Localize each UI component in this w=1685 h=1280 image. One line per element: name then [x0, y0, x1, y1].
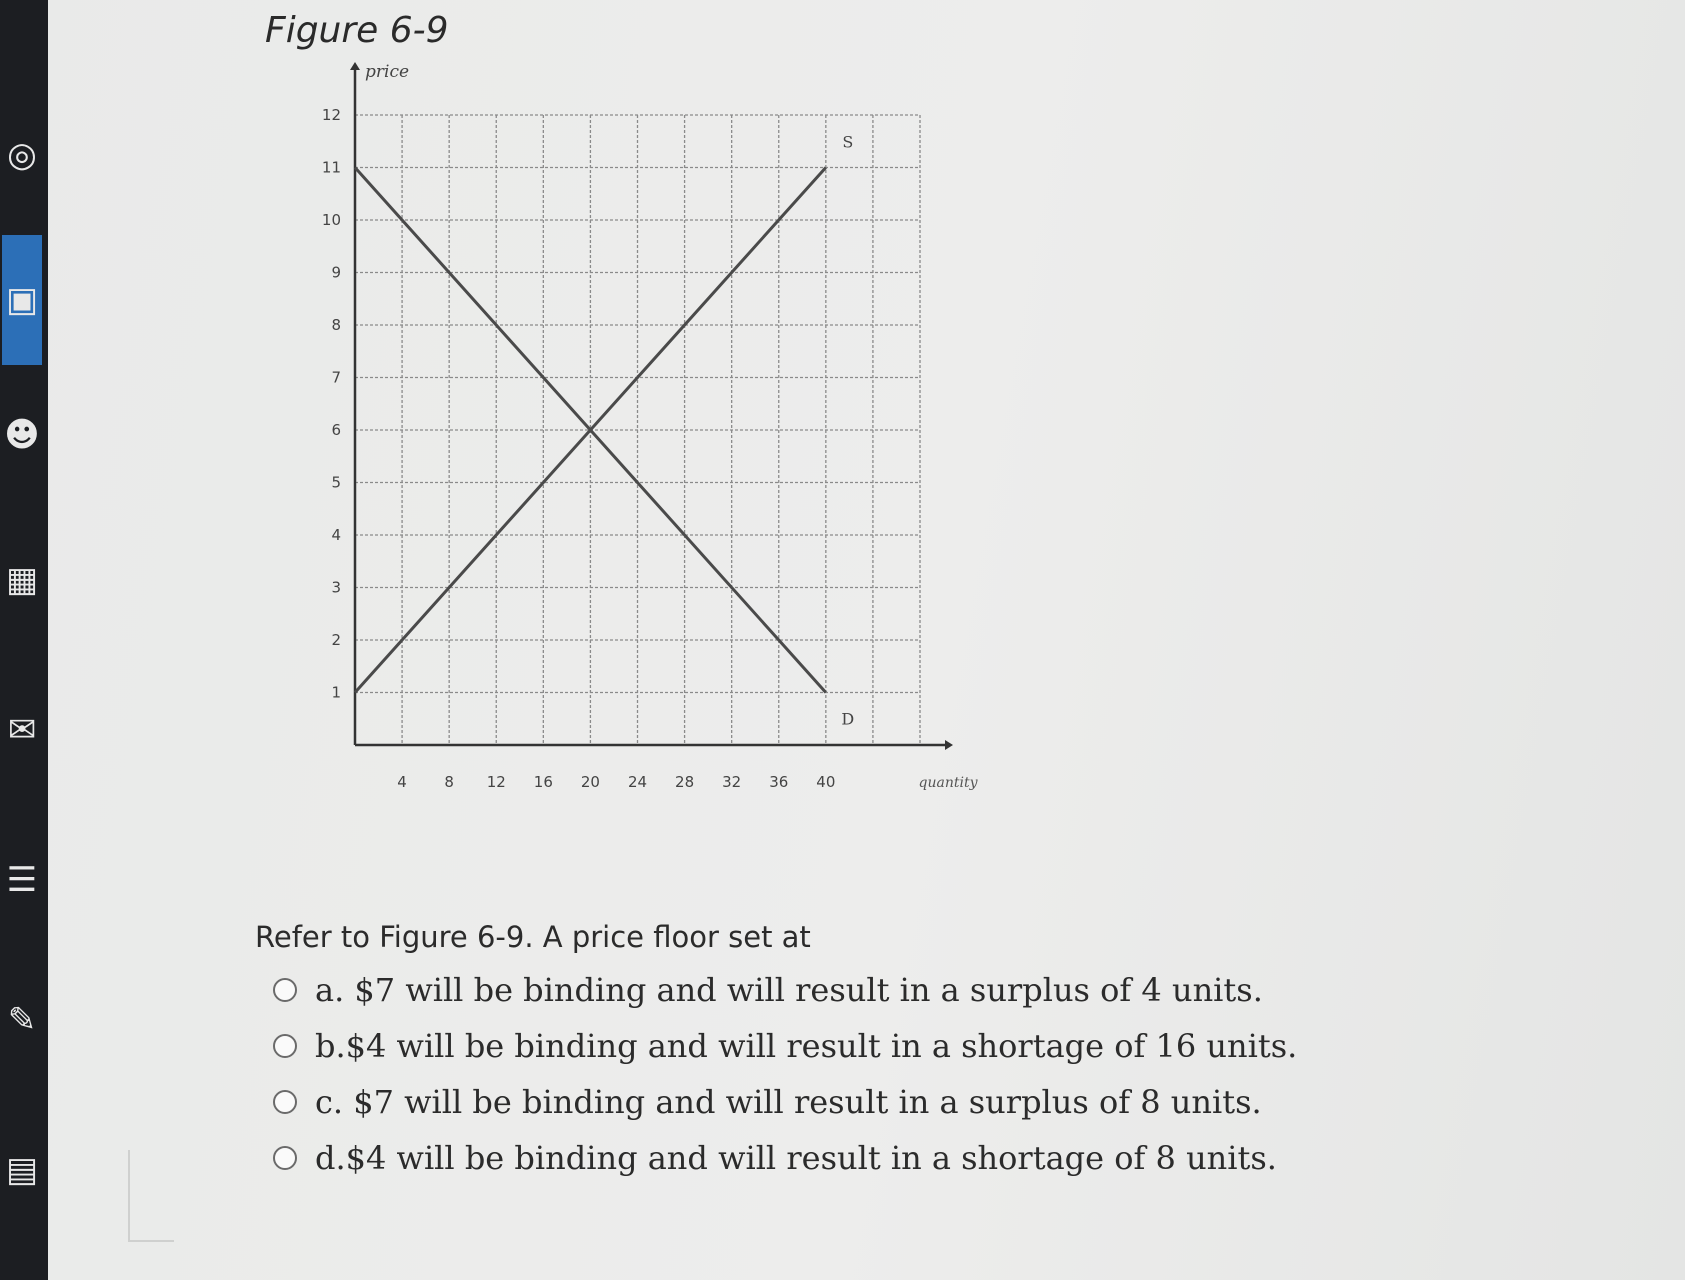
y-axis-label: price	[365, 62, 410, 82]
chart-svg	[300, 55, 1020, 815]
mail-icon[interactable]: ✉	[7, 710, 37, 750]
y-tick-label: 8	[331, 316, 341, 334]
x-tick-label: 8	[444, 773, 454, 791]
x-tick-label: 4	[397, 773, 407, 791]
series-label-s: S	[842, 132, 854, 152]
option-a-label: a. $7 will be binding and will result in a surplus of 4 units.	[315, 971, 1263, 1009]
x-tick-label: 40	[816, 773, 836, 791]
figure-title: Figure 6-9	[265, 10, 449, 51]
list-icon[interactable]: ☰	[6, 860, 38, 900]
calendar-icon[interactable]: ▦	[5, 560, 39, 600]
panel-icon[interactable]: ▣	[2, 235, 42, 365]
option-b-label: b.$4 will be binding and will result in a shortage of 16 units.	[315, 1027, 1298, 1065]
y-axis-arrow	[350, 62, 360, 70]
y-tick-label: 7	[331, 368, 341, 387]
x-tick-label: 20	[580, 773, 600, 791]
option-a[interactable]	[273, 962, 1405, 1018]
y-tick-label: 12	[321, 106, 341, 124]
x-tick-label: 24	[627, 773, 648, 791]
pencil-icon[interactable]: ✎	[7, 1000, 37, 1040]
sidebar	[0, 0, 48, 1280]
option-b[interactable]	[273, 1018, 1405, 1074]
x-tick-label: 28	[675, 773, 695, 791]
radio-button-a[interactable]	[273, 978, 297, 1002]
x-tick-label: 36	[769, 773, 789, 791]
y-tick-label: 11	[321, 158, 341, 177]
radio-button-c[interactable]	[273, 1090, 297, 1114]
x-axis-label: quantity	[918, 775, 978, 791]
option-d-label: d.$4 will be binding and will result in a shortage of 8 units.	[315, 1139, 1277, 1177]
option-c-label: c. $7 will be binding and will result in a surplus of 8 units.	[315, 1083, 1262, 1121]
question-text: Refer to Figure 6-9. A price floor set at	[255, 920, 811, 954]
question	[255, 920, 1405, 1186]
y-tick-label: 1	[331, 683, 341, 702]
x-tick-label: 16	[533, 773, 553, 791]
chart	[300, 55, 1020, 815]
y-tick-label: 10	[321, 211, 341, 229]
y-tick-label: 2	[331, 631, 341, 649]
option-d[interactable]	[273, 1130, 1405, 1186]
group-icon[interactable]: ☻	[4, 415, 40, 455]
chart-icon[interactable]: ▤	[5, 1150, 39, 1190]
y-tick-label: 5	[331, 473, 341, 492]
y-tick-label: 3	[331, 578, 341, 597]
radio-button-d[interactable]	[273, 1146, 297, 1170]
series-label-d: D	[841, 709, 855, 729]
x-tick-label: 12	[486, 773, 506, 791]
x-tick-label: 32	[722, 773, 742, 791]
y-tick-label: 4	[331, 526, 341, 544]
radio-button-b[interactable]	[273, 1034, 297, 1058]
x-axis-arrow	[945, 740, 953, 750]
frame-border	[128, 1150, 174, 1242]
option-c[interactable]	[273, 1074, 1405, 1130]
y-tick-label: 6	[331, 421, 341, 439]
globe-icon[interactable]: ◎	[7, 135, 37, 175]
y-tick-label: 9	[331, 263, 341, 282]
